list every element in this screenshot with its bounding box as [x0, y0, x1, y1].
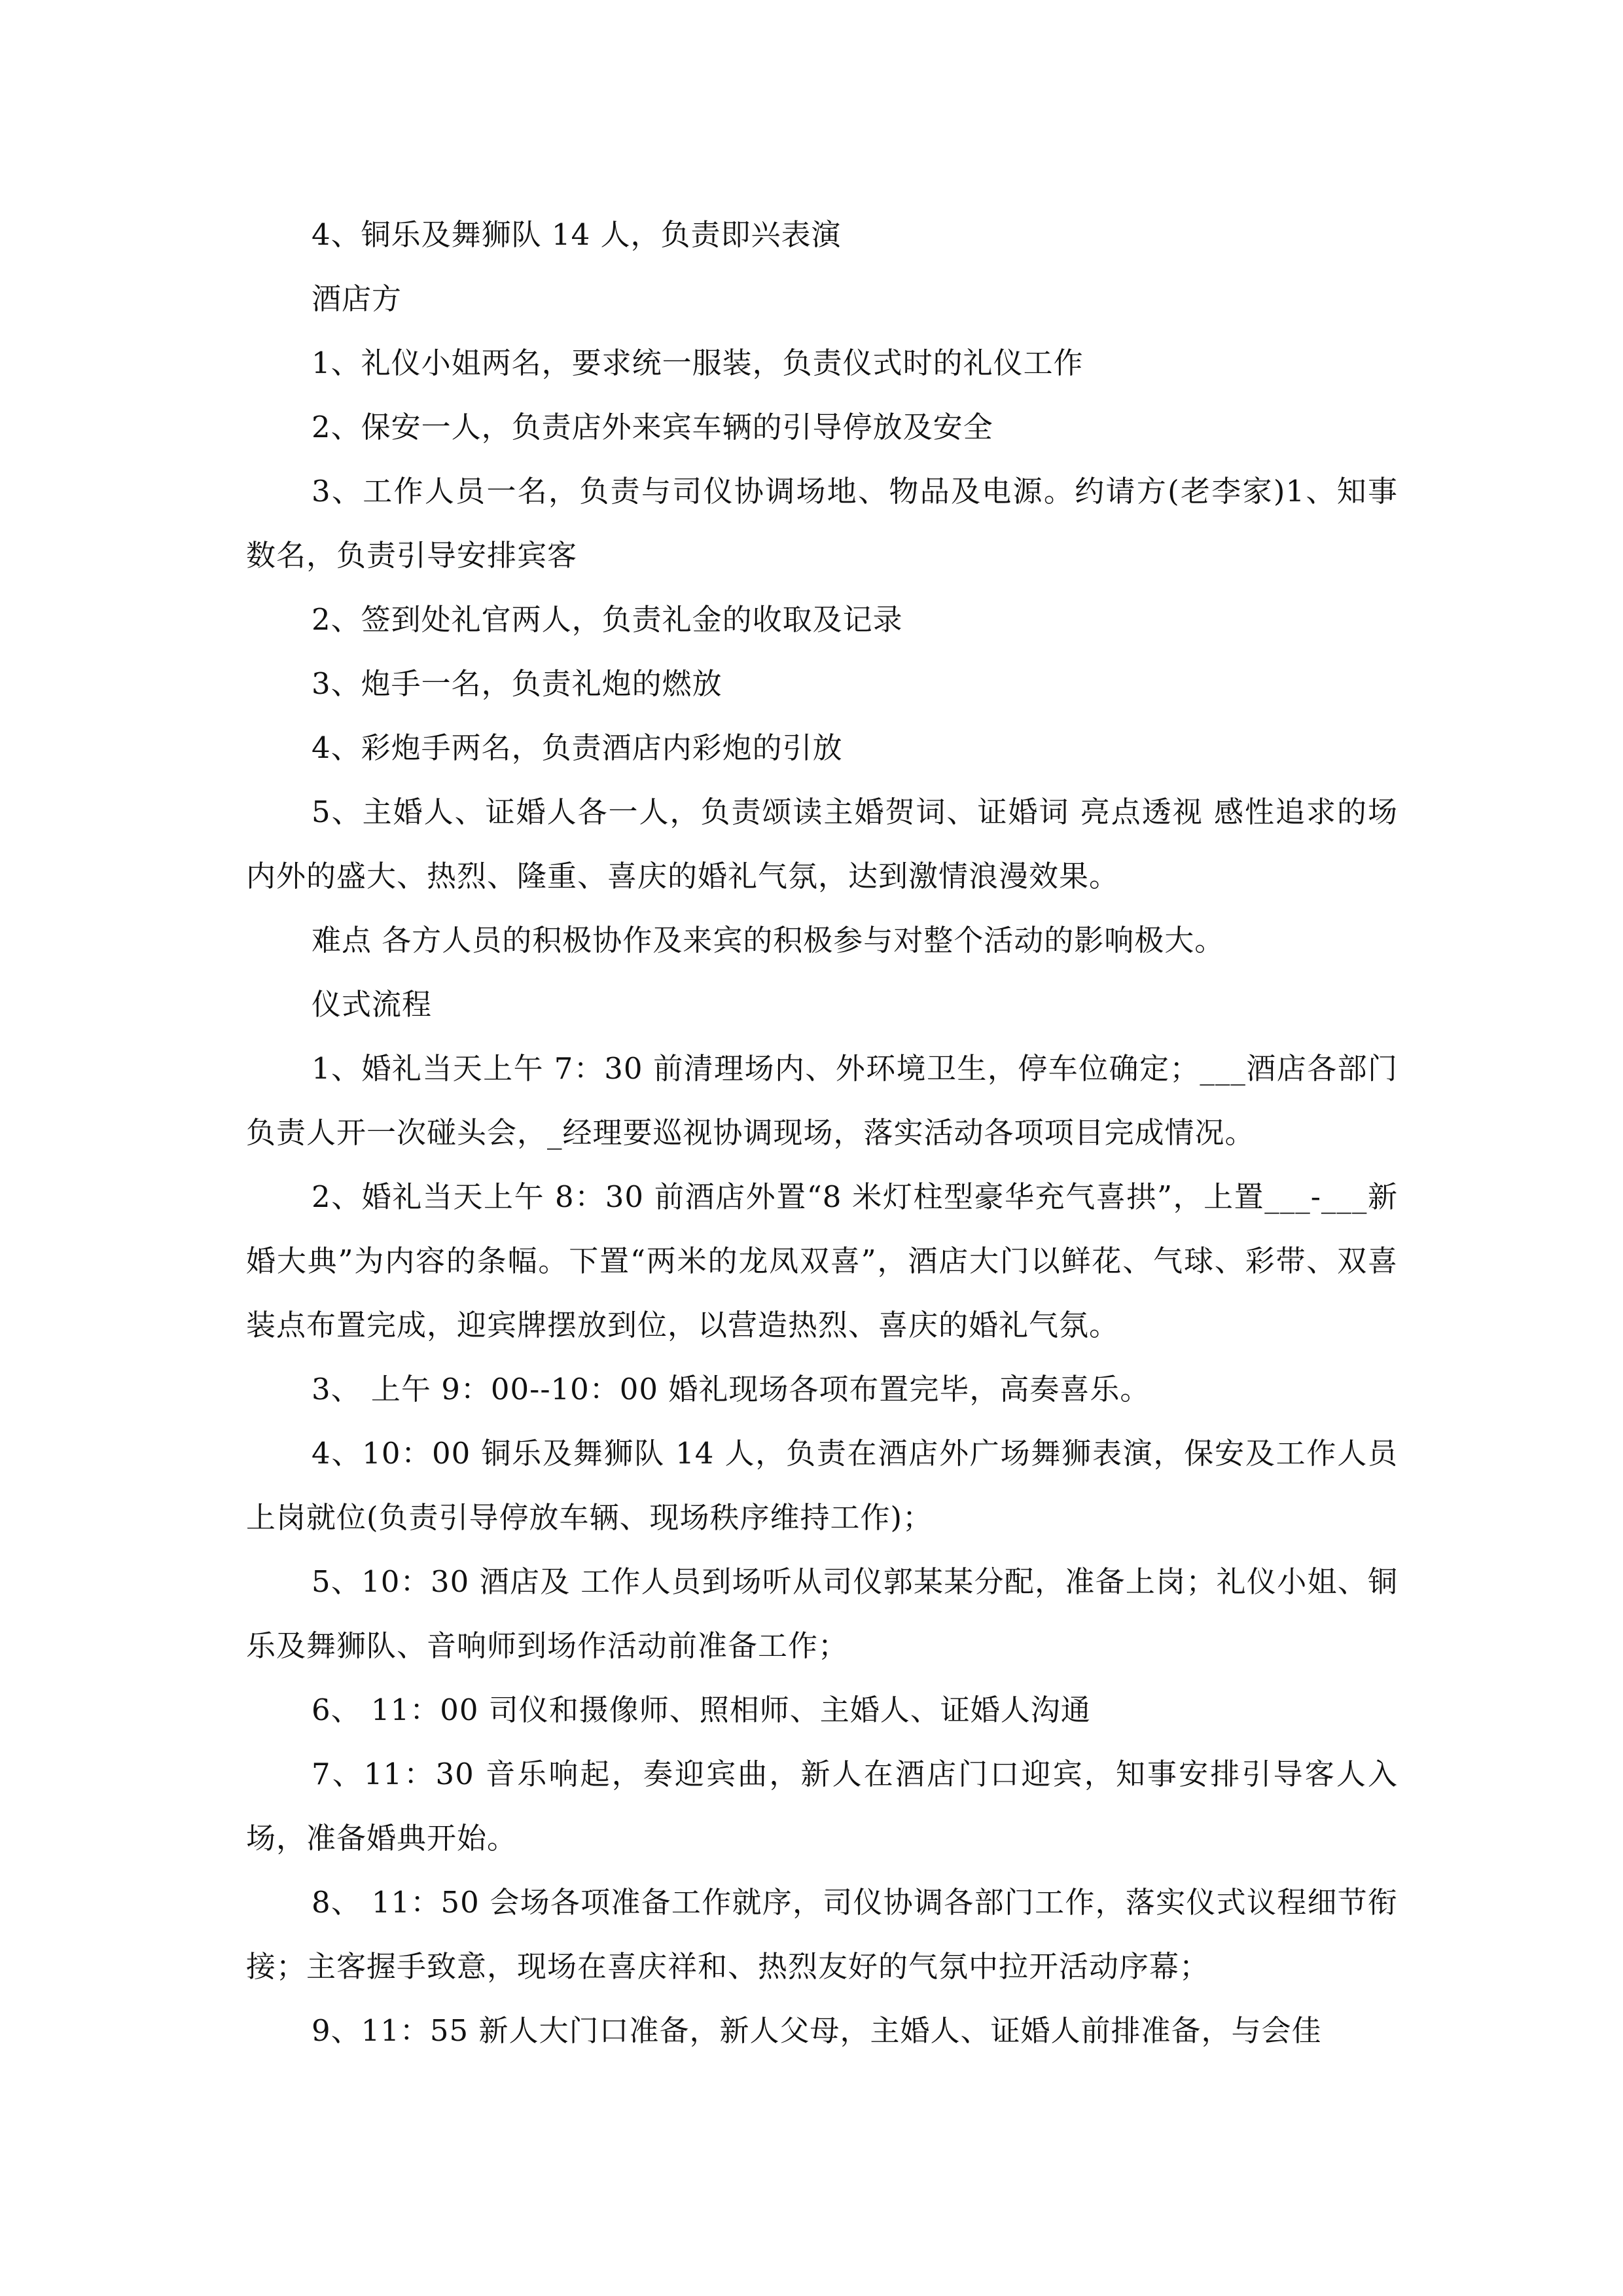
heading-hotel-side: 酒店方 — [312, 281, 402, 316]
paragraph-difficulty: 难点 各方人员的积极协作及来宾的积极参与对整个活动的影响极大。 — [312, 923, 1225, 958]
paragraph-flow-step-3: 3、 上午 9：00--10：00 婚礼现场各项布置完毕，高奏喜乐。 — [312, 1372, 1150, 1407]
paragraph-confetti-gunners: 4、彩炮手两名，负责酒店内彩炮的引放 — [312, 730, 843, 765]
paragraph-flow-step-9: 9、11：55 新人大门口准备，新人父母，主婚人、证婚人前排准备，与会佳 — [312, 2013, 1322, 2048]
paragraph-gunner: 3、炮手一名，负责礼炮的燃放 — [312, 666, 722, 701]
paragraph-flow-step-2: 2、婚礼当天上午 8：30 前酒店外置“8 米灯柱型豪华充气喜拱”，上置___-___新婚大典”为内容的条幅。下置“两米的龙凤双喜”，酒店大门以鲜花、气球、彩带、双喜装点布置完成，迎宾牌摆放到位，以营造热烈、喜庆的婚礼气氛。 — [246, 1179, 1398, 1342]
paragraph-flow-step-6: 6、 11：00 司仪和摄像师、照相师、主婚人、证婚人沟通 — [312, 1693, 1091, 1727]
paragraph-sign-in-officers: 2、签到处礼官两人，负责礼金的收取及记录 — [312, 602, 903, 637]
paragraph-security: 2、保安一人，负责店外来宾车辆的引导停放及安全 — [312, 410, 993, 444]
document-body — [246, 203, 1398, 2063]
heading-ceremony-flow: 仪式流程 — [312, 987, 433, 1022]
paragraph-officiants: 5、主婚人、证婚人各一人，负责颂读主婚贺词、证婚词 亮点透视 感性追求的场内外的盛大、热烈、隆重、喜庆的婚礼气氛，达到激情浪漫效果。 — [246, 795, 1398, 893]
paragraph-staff-coordination: 3、工作人员一名，负责与司仪协调场地、物品及电源。约请方(老李家)1、知事数名，负责引导安排宾客 — [246, 474, 1398, 573]
paragraph-staff-band: 4、铜乐及舞狮队 14 人，负责即兴表演 — [312, 217, 842, 252]
paragraph-flow-step-5: 5、10：30 酒店及 工作人员到场听从司仪郭某某分配，准备上岗；礼仪小姐、铜乐及舞狮队、音响师到场作活动前准备工作； — [246, 1564, 1398, 1663]
paragraph-flow-step-7: 7、11：30 音乐响起，奏迎宾曲，新人在酒店门口迎宾，知事安排引导客人入场，准备婚典开始。 — [246, 1757, 1398, 1856]
paragraph-etiquette-ladies: 1、礼仪小姐两名，要求统一服装，负责仪式时的礼仪工作 — [312, 346, 1084, 380]
paragraph-flow-step-1: 1、婚礼当天上午 7：30 前清理场内、外环境卫生，停车位确定；___酒店各部门负责人开一次碰头会，_经理要巡视协调现场，落实活动各项项目完成情况。 — [246, 1051, 1398, 1150]
paragraph-flow-step-8: 8、 11：50 会场各项准备工作就序，司仪协调各部门工作，落实仪式议程细节衔接；主客握手致意，现场在喜庆祥和、热烈友好的气氛中拉开活动序幕； — [246, 1885, 1398, 1984]
paragraph-flow-step-4: 4、10：00 铜乐及舞狮队 14 人，负责在酒店外广场舞狮表演，保安及工作人员上岗就位(负责引导停放车辆、现场秩序维持工作)； — [246, 1436, 1398, 1535]
